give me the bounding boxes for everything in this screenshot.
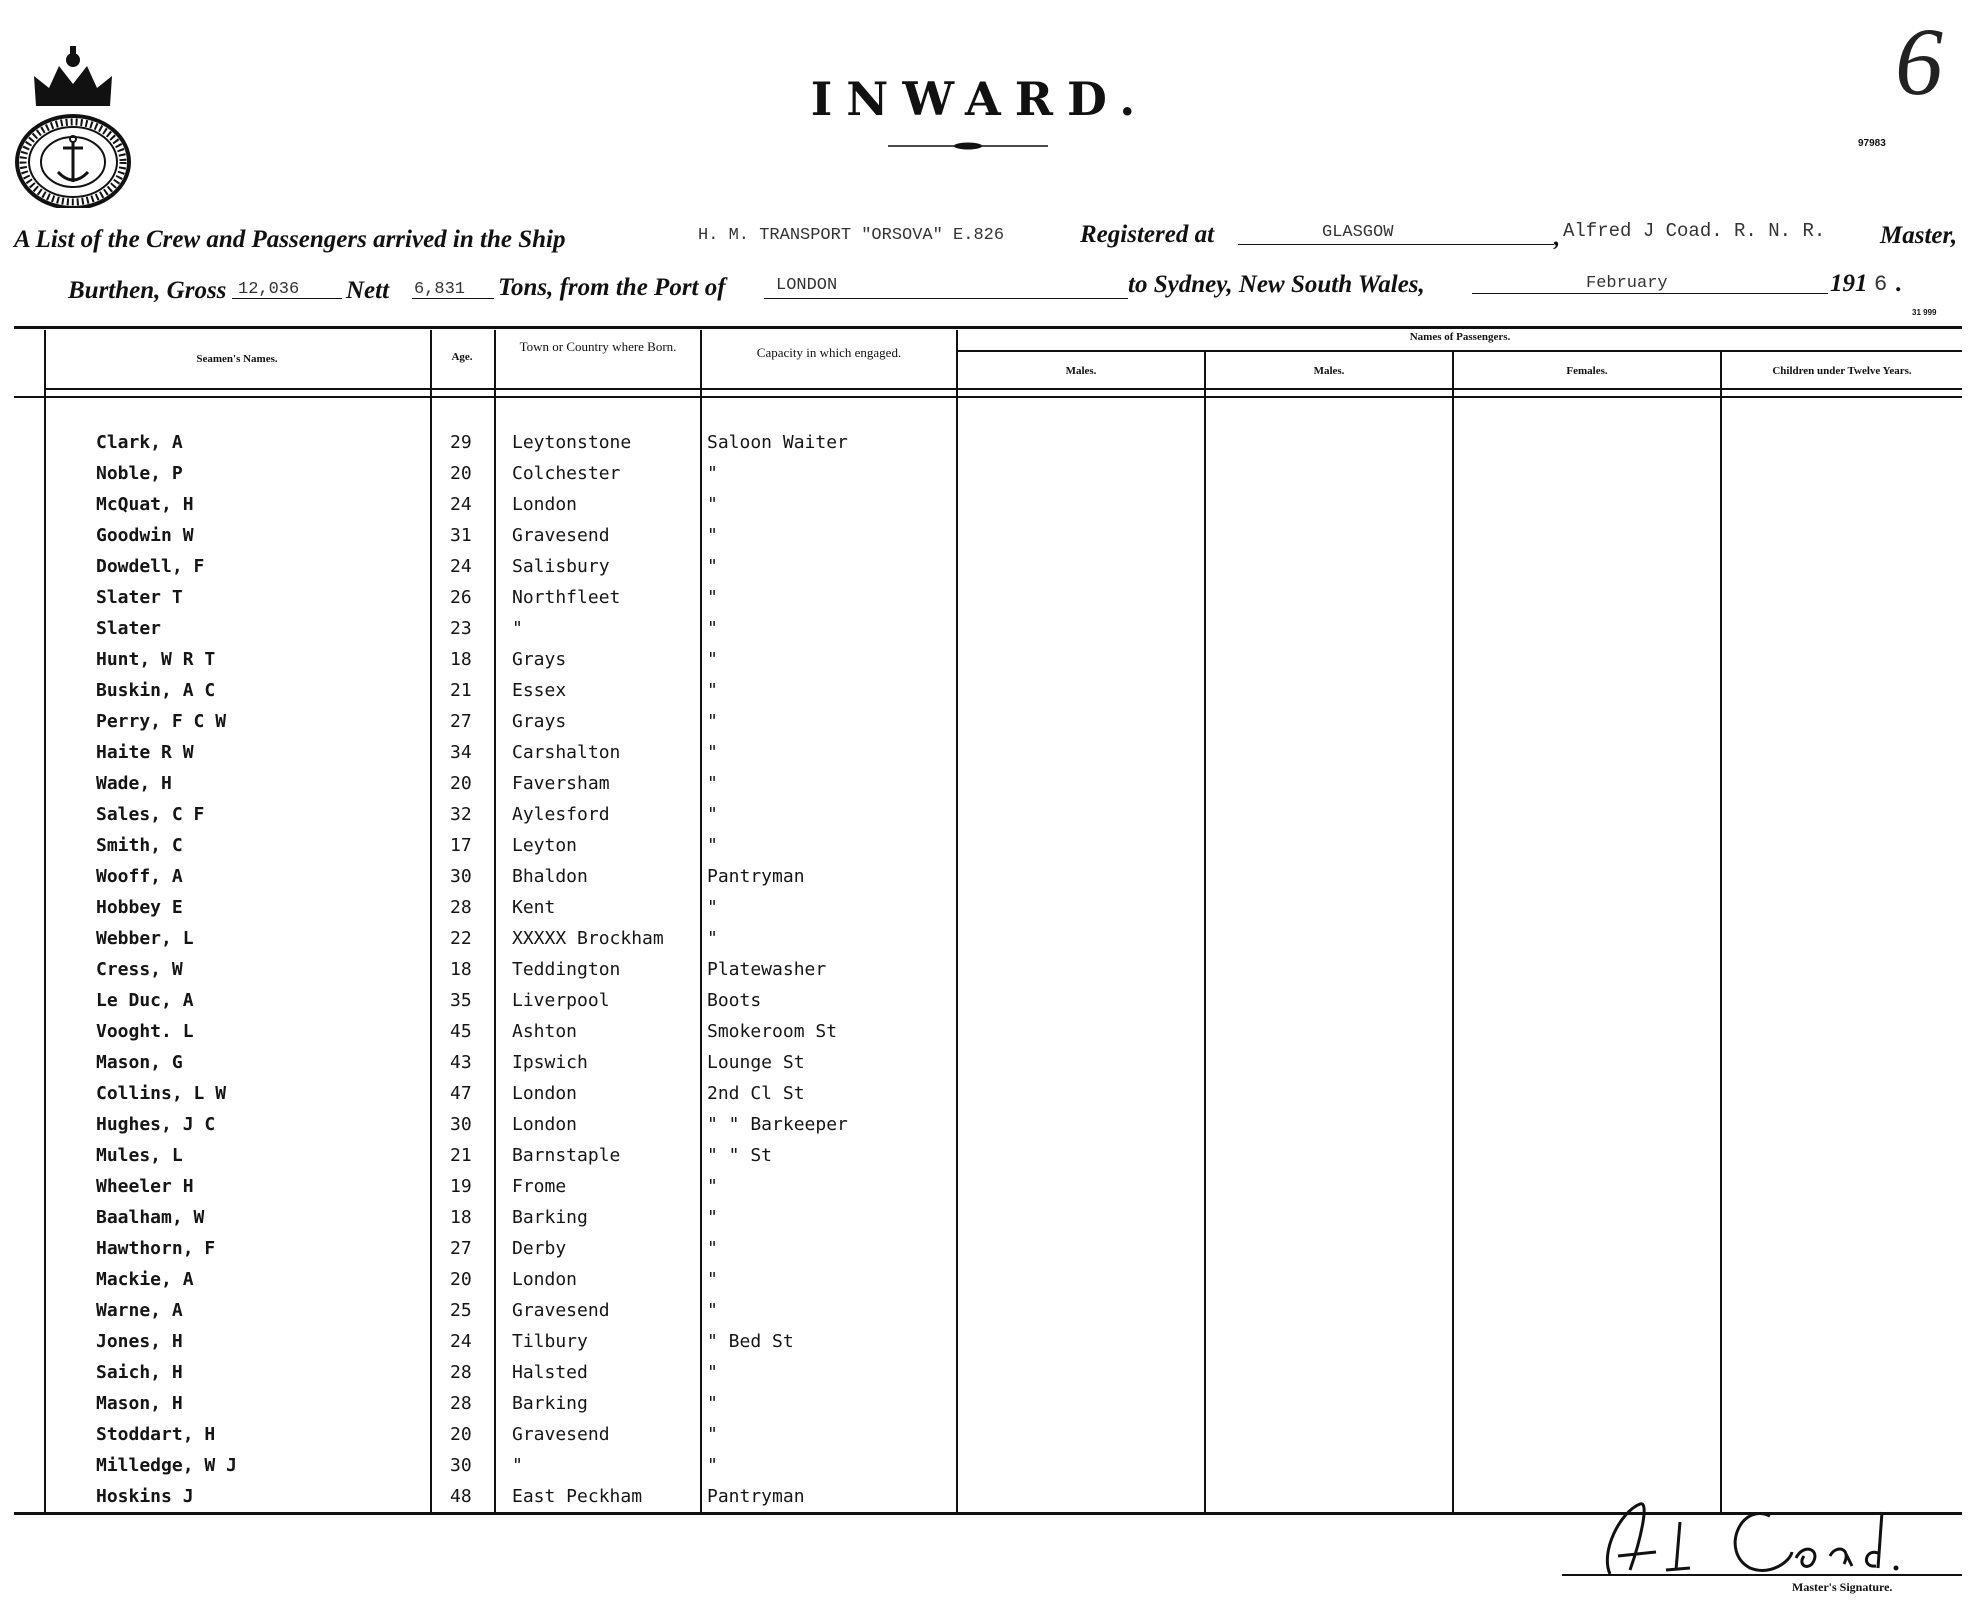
seaman-capacity: " [707, 556, 718, 577]
table-row [0, 490, 1987, 520]
seaman-birthplace: Liverpool [512, 990, 610, 1011]
form-number-small: 31 999 [1912, 308, 1937, 317]
seaman-age: 45 [450, 1021, 472, 1042]
from-port-label: Tons, from the Port of [498, 274, 726, 301]
seaman-name: Jones, H [96, 1331, 183, 1352]
seaman-age: 21 [450, 1145, 472, 1166]
col-header-seamen-names: Seamen's Names. [196, 353, 278, 365]
seaman-age: 17 [450, 835, 472, 856]
seaman-age: 31 [450, 525, 472, 546]
registered-blank [1238, 244, 1554, 245]
master-name-value: Alfred J Coad. R. N. R. [1563, 220, 1826, 242]
signature-label: Master's Signature. [1792, 1580, 1893, 1594]
seaman-birthplace: Tilbury [512, 1331, 588, 1352]
seaman-age: 18 [450, 649, 472, 670]
seaman-age: 25 [450, 1300, 472, 1321]
seaman-birthplace: Gravesend [512, 1300, 610, 1321]
table-row [0, 924, 1987, 954]
seaman-capacity: Saloon Waiter [707, 432, 848, 453]
seaman-capacity: Smokeroom St [707, 1021, 838, 1042]
seaman-capacity: " [707, 1269, 718, 1290]
seaman-birthplace: Leytonstone [512, 432, 632, 453]
seaman-capacity: Lounge St [707, 1052, 805, 1073]
seaman-name: Noble, P [96, 463, 183, 484]
seaman-capacity: " [707, 463, 718, 484]
table-row [0, 1389, 1987, 1419]
seaman-birthplace: XXXXX Brockham [512, 928, 664, 949]
table-row [0, 459, 1987, 489]
seaman-birthplace: Grays [512, 711, 567, 732]
seaman-name: Clark, A [96, 432, 183, 453]
seaman-birthplace: Barnstaple [512, 1145, 621, 1166]
col-header-capacity: Capacity in which engaged. [756, 345, 902, 360]
seaman-name: Mules, L [96, 1145, 183, 1166]
period: . [1896, 270, 1903, 297]
seaman-birthplace: Kent [512, 897, 556, 918]
seaman-capacity: " [707, 1424, 718, 1445]
from-port-value: LONDON [776, 276, 838, 295]
seaman-birthplace: East Peckham [512, 1486, 643, 1507]
registered-port-value: GLASGOW [1322, 223, 1394, 242]
seaman-capacity: " [707, 680, 718, 701]
seaman-birthplace: Bhaldon [512, 866, 588, 887]
table-row [0, 1017, 1987, 1047]
nett-tons-value: 6,831 [414, 280, 466, 299]
seaman-capacity: " Bed St [707, 1331, 794, 1352]
seaman-birthplace: " [512, 1455, 523, 1476]
shipping-master-seal-icon [14, 36, 132, 208]
seaman-capacity: " [707, 1362, 718, 1383]
seaman-capacity: " " St [707, 1145, 773, 1166]
seaman-capacity: " [707, 804, 718, 825]
seaman-name: Dowdell, F [96, 556, 205, 577]
seaman-age: 28 [450, 1362, 472, 1383]
table-row [0, 707, 1987, 737]
seaman-capacity: " [707, 928, 718, 949]
seaman-capacity: " [707, 897, 718, 918]
table-row [0, 428, 1987, 458]
ship-name-value: H. M. TRANSPORT "ORSOVA" E.826 [698, 226, 1005, 245]
seaman-age: 43 [450, 1052, 472, 1073]
seaman-age: 24 [450, 494, 472, 515]
seaman-birthplace: Essex [512, 680, 567, 701]
table-row [0, 769, 1987, 799]
seaman-age: 20 [450, 1269, 472, 1290]
seaman-birthplace: Gravesend [512, 1424, 610, 1445]
table-row [0, 676, 1987, 706]
col-header-age: Age. [451, 351, 473, 363]
nett-label: Nett [346, 277, 390, 304]
seaman-age: 18 [450, 1207, 472, 1228]
seaman-capacity: " [707, 1455, 718, 1476]
seaman-birthplace: Ashton [512, 1021, 578, 1042]
seaman-name: Slater [96, 618, 162, 639]
seaman-name: Cress, W [96, 959, 183, 980]
seaman-age: 21 [450, 680, 472, 701]
col-header-females: Females. [1566, 365, 1608, 377]
seaman-capacity: " [707, 711, 718, 732]
seaman-birthplace: Faversham [512, 773, 610, 794]
seaman-capacity: " [707, 618, 718, 639]
seaman-age: 18 [450, 959, 472, 980]
seaman-age: 28 [450, 897, 472, 918]
column-header-second-rule [14, 396, 1962, 398]
seaman-age: 19 [450, 1176, 472, 1197]
table-row [0, 1203, 1987, 1233]
seaman-name: Mason, H [96, 1393, 183, 1414]
seaman-name: Collins, L W [96, 1083, 227, 1104]
seaman-birthplace: Gravesend [512, 525, 610, 546]
seaman-birthplace: Barking [512, 1207, 588, 1228]
table-row [0, 614, 1987, 644]
seaman-capacity: " [707, 1300, 718, 1321]
seaman-name: Webber, L [96, 928, 194, 949]
seaman-capacity: " [707, 649, 718, 670]
seaman-birthplace: Frome [512, 1176, 567, 1197]
seaman-name: Hawthorn, F [96, 1238, 216, 1259]
seaman-capacity: " " Barkeeper [707, 1114, 848, 1135]
col-header-males-2: Males. [1313, 365, 1345, 377]
seaman-capacity: " [707, 1207, 718, 1228]
seaman-capacity: " [707, 525, 718, 546]
list-heading-label: A List of the Crew and Passengers arrived in the Ship [14, 226, 566, 253]
seaman-name: Smith, C [96, 835, 183, 856]
table-row [0, 955, 1987, 985]
seaman-age: 24 [450, 1331, 472, 1352]
seaman-name: Stoddart, H [96, 1424, 216, 1445]
master-label: Master, [1880, 222, 1958, 249]
seaman-name: Vooght. L [96, 1021, 194, 1042]
table-row [0, 1048, 1987, 1078]
seaman-capacity: " [707, 1176, 718, 1197]
table-row [0, 583, 1987, 613]
seaman-age: 24 [450, 556, 472, 577]
master-signature [1560, 1492, 1960, 1582]
seaman-birthplace: Carshalton [512, 742, 621, 763]
seaman-capacity: " [707, 742, 718, 763]
gross-tons-value: 12,036 [238, 280, 300, 299]
seaman-name: Wade, H [96, 773, 172, 794]
col-header-town-born: Town or Country where Born. [519, 339, 677, 354]
from-port-blank [764, 298, 1128, 299]
seaman-age: 23 [450, 618, 472, 639]
seaman-age: 30 [450, 1455, 472, 1476]
seaman-capacity: " [707, 1238, 718, 1259]
seaman-birthplace: London [512, 494, 578, 515]
seaman-name: Mason, G [96, 1052, 183, 1073]
seaman-name: Perry, F C W [96, 711, 227, 732]
seaman-capacity: " [707, 1393, 718, 1414]
seaman-birthplace: Colchester [512, 463, 621, 484]
title-ornament [888, 142, 1048, 150]
table-row [0, 986, 1987, 1016]
seaman-birthplace: London [512, 1269, 578, 1290]
seaman-birthplace: Teddington [512, 959, 621, 980]
table-row [0, 1110, 1987, 1140]
seaman-age: 22 [450, 928, 472, 949]
seaman-name: Hunt, W R T [96, 649, 216, 670]
seaman-age: 48 [450, 1486, 472, 1507]
seaman-birthplace: Barking [512, 1393, 588, 1414]
month-value: February [1586, 274, 1668, 293]
seaman-birthplace: London [512, 1114, 578, 1135]
seaman-birthplace: Derby [512, 1238, 567, 1259]
year-prefix: 191 [1830, 270, 1868, 297]
table-row [0, 552, 1987, 582]
seaman-birthplace: Grays [512, 649, 567, 670]
seaman-birthplace: Salisbury [512, 556, 610, 577]
seaman-age: 28 [450, 1393, 472, 1414]
seaman-birthplace: Ipswich [512, 1052, 588, 1073]
seaman-age: 27 [450, 711, 472, 732]
seaman-age: 26 [450, 587, 472, 608]
seaman-age: 20 [450, 1424, 472, 1445]
seaman-name: Haite R W [96, 742, 194, 763]
form-number: 97983 [1858, 138, 1886, 149]
seaman-age: 20 [450, 773, 472, 794]
table-row [0, 1296, 1987, 1326]
seaman-birthplace: Northfleet [512, 587, 621, 608]
seaman-birthplace: Leyton [512, 835, 578, 856]
seaman-capacity: " [707, 494, 718, 515]
table-row [0, 1327, 1987, 1357]
seaman-name: Goodwin W [96, 525, 194, 546]
comma-separator: , [1554, 224, 1561, 251]
seaman-name: Wooff, A [96, 866, 183, 887]
seaman-capacity: Platewasher [707, 959, 827, 980]
seaman-capacity: Pantryman [707, 1486, 805, 1507]
table-row [0, 1141, 1987, 1171]
seaman-capacity: " [707, 773, 718, 794]
seaman-name: Mackie, A [96, 1269, 194, 1290]
seaman-age: 32 [450, 804, 472, 825]
seaman-name: Wheeler H [96, 1176, 194, 1197]
table-row [0, 1358, 1987, 1388]
table-row [0, 1451, 1987, 1481]
page-number: 6 [1895, 8, 1943, 115]
column-header-bottom-rule [44, 388, 1962, 390]
seaman-name: Le Duc, A [96, 990, 194, 1011]
seaman-name: Hobbey E [96, 897, 183, 918]
table-row [0, 1079, 1987, 1109]
seaman-capacity: 2nd Cl St [707, 1083, 805, 1104]
table-row [0, 521, 1987, 551]
seaman-name: Milledge, W J [96, 1455, 237, 1476]
col-header-males-1: Males. [1065, 365, 1097, 377]
seaman-age: 34 [450, 742, 472, 763]
seaman-name: Hughes, J C [96, 1114, 216, 1135]
passengers-subheader-rule [958, 350, 1962, 352]
col-header-passengers-group: Names of Passengers. [1409, 331, 1511, 343]
table-row [0, 1234, 1987, 1264]
seaman-capacity: " [707, 835, 718, 856]
table-row [0, 862, 1987, 892]
date-blank [1472, 293, 1828, 294]
seaman-name: Hoskins J [96, 1486, 194, 1507]
seaman-age: 29 [450, 432, 472, 453]
seaman-capacity: " [707, 587, 718, 608]
destination-label: to Sydney, New South Wales, [1128, 271, 1425, 298]
table-row [0, 893, 1987, 923]
seaman-name: Sales, C F [96, 804, 205, 825]
year-suffix: 6 [1874, 272, 1888, 297]
registered-label: Registered at [1080, 221, 1215, 248]
seaman-age: 30 [450, 1114, 472, 1135]
seaman-age: 47 [450, 1083, 472, 1104]
seaman-age: 30 [450, 866, 472, 887]
seaman-birthplace: Aylesford [512, 804, 610, 825]
table-row [0, 738, 1987, 768]
seaman-name: Warne, A [96, 1300, 183, 1321]
table-row [0, 1265, 1987, 1295]
table-top-rule [14, 326, 1962, 329]
table-row [0, 831, 1987, 861]
seaman-name: Saich, H [96, 1362, 183, 1383]
signature-line [1562, 1574, 1962, 1576]
seaman-birthplace: London [512, 1083, 578, 1104]
col-header-children: Children under Twelve Years. [1772, 365, 1912, 377]
seaman-age: 20 [450, 463, 472, 484]
table-row [0, 1172, 1987, 1202]
seaman-name: Baalham, W [96, 1207, 205, 1228]
seaman-birthplace: Halsted [512, 1362, 588, 1383]
table-row [0, 800, 1987, 830]
seaman-birthplace: " [512, 618, 523, 639]
seaman-name: Slater T [96, 587, 183, 608]
seaman-age: 35 [450, 990, 472, 1011]
table-row [0, 645, 1987, 675]
seaman-capacity: Pantryman [707, 866, 805, 887]
seaman-name: McQuat, H [96, 494, 194, 515]
seaman-age: 27 [450, 1238, 472, 1259]
seaman-name: Buskin, A C [96, 680, 216, 701]
table-row [0, 1420, 1987, 1450]
form-title: INWARD. [810, 72, 1150, 126]
seaman-capacity: Boots [707, 990, 762, 1011]
burthen-label: Burthen, Gross [68, 277, 227, 304]
